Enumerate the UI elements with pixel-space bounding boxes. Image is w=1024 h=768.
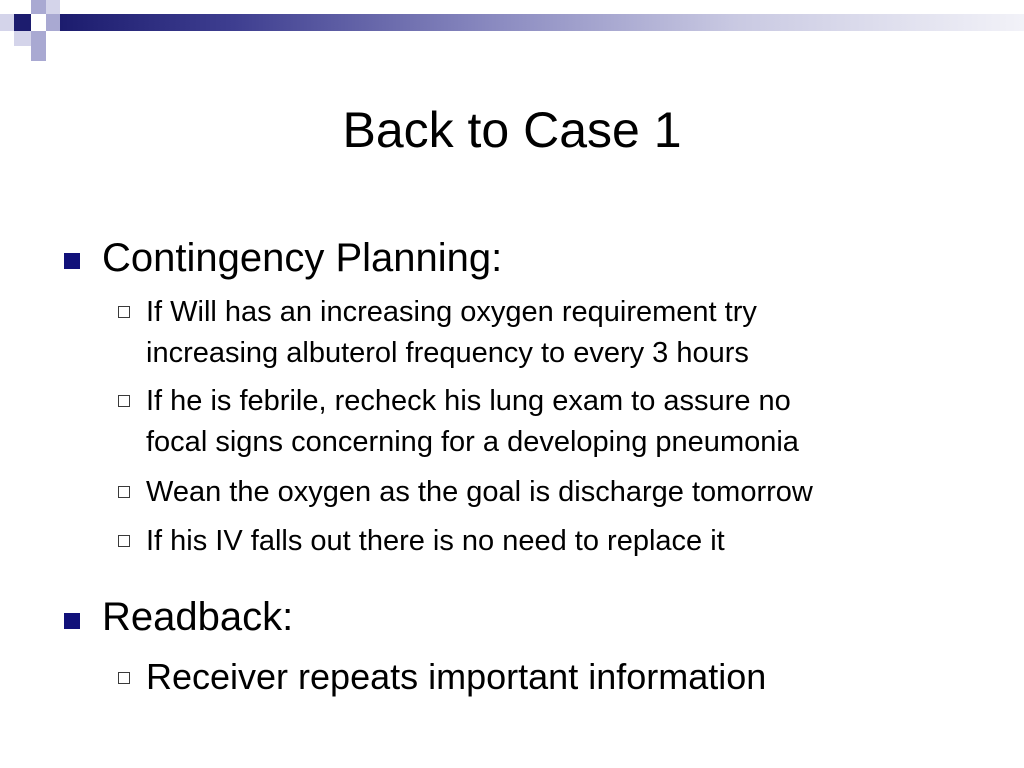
subitem-line: Receiver repeats important information bbox=[146, 656, 767, 697]
bullet-label: Readback: bbox=[102, 595, 294, 639]
checkbox-bullet-icon bbox=[118, 306, 130, 318]
header-gradient-bar bbox=[60, 14, 1024, 31]
subitem-line: If Will has an increasing oxygen requirement try bbox=[146, 296, 757, 328]
deco-square bbox=[31, 31, 46, 46]
subitem-line: If his IV falls out there is no need to replace it bbox=[146, 525, 725, 557]
header-decoration bbox=[0, 0, 1024, 64]
checkbox-bullet-icon bbox=[118, 486, 130, 498]
deco-square bbox=[14, 14, 31, 31]
bullet-marker bbox=[64, 253, 80, 269]
deco-square bbox=[46, 0, 60, 14]
slide-title: Back to Case 1 bbox=[342, 102, 682, 158]
deco-square bbox=[0, 14, 14, 31]
checkbox-bullet-icon bbox=[118, 535, 130, 547]
subitem-line: increasing albuterol frequency to every 3 hours bbox=[146, 337, 749, 369]
checkbox-bullet-icon bbox=[118, 395, 130, 407]
bullet-label: Contingency Planning: bbox=[102, 236, 503, 280]
subitem-line: focal signs concerning for a developing pneumonia bbox=[146, 426, 799, 458]
bullet-marker bbox=[64, 613, 80, 629]
subitem-line: Wean the oxygen as the goal is discharge tomorrow bbox=[146, 476, 813, 508]
deco-square bbox=[14, 31, 31, 46]
checkbox-bullet-icon bbox=[118, 672, 130, 684]
subitem-line: If he is febrile, recheck his lung exam to assure no bbox=[146, 385, 791, 417]
deco-square bbox=[31, 46, 46, 61]
deco-square bbox=[46, 14, 60, 31]
deco-square bbox=[31, 0, 46, 14]
